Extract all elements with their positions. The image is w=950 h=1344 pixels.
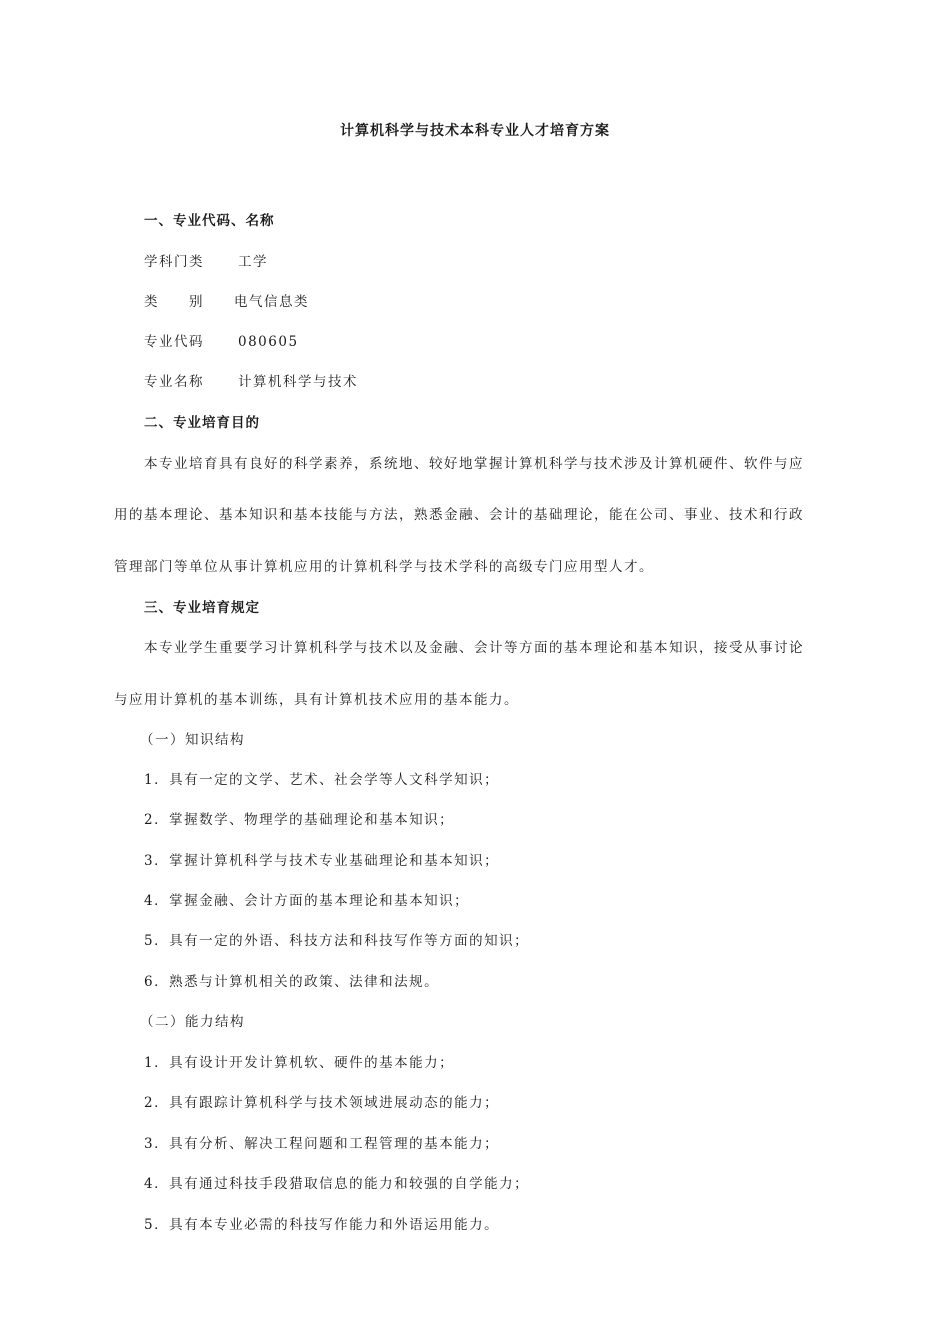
field-row-discipline xyxy=(144,250,268,270)
subsection-heading-ability: （二）能力结构 xyxy=(140,1014,245,1030)
paragraph-line: 本专业培育具有良好的科学素养，系统地、较好地掌握计算机科学与技术涉及计算机硬件、软件与应 xyxy=(144,456,804,472)
paragraph-line: 用的基本理论、基本知识和基本技能与方法，熟悉金融、会计的基础理论，能在公司、事业、技术和行政 xyxy=(114,507,804,523)
list-item: 2．掌握数学、物理学的基础理论和基本知识； xyxy=(144,812,455,828)
list-item: 3．具有分析、解决工程问题和工程管理的基本能力； xyxy=(144,1136,500,1152)
field-value: 计算机科学与技术 xyxy=(238,374,358,390)
document-title: 计算机科学与技术本科专业人才培育方案 xyxy=(340,123,610,139)
field-label: 类 别 xyxy=(144,294,204,310)
field-value: 080605 xyxy=(238,334,299,350)
paragraph-line: 本专业学生重要学习计算机科学与技术以及金融、会计等方面的基本理论和基本知识，接受从事讨论 xyxy=(144,640,804,656)
field-row-category xyxy=(144,290,309,310)
section-heading-goal: 二、专业培育目的 xyxy=(144,415,260,431)
paragraph-line: 与应用计算机的基本训练，具有计算机技术应用的基本能力。 xyxy=(114,692,519,708)
subsection-heading-knowledge: （一）知识结构 xyxy=(140,732,245,748)
field-label: 学科门类 xyxy=(144,254,204,270)
field-value: 工学 xyxy=(238,254,268,270)
section-heading-code-name: 一、专业代码、名称 xyxy=(144,213,275,229)
list-item: 1．具有一定的文学、艺术、社会学等人文科学知识； xyxy=(144,772,500,788)
list-item: 6．熟悉与计算机相关的政策、法律和法规。 xyxy=(144,974,440,990)
list-item: 4．掌握金融、会计方面的基本理论和基本知识； xyxy=(144,893,470,909)
field-label: 专业名称 xyxy=(144,374,204,390)
list-item: 2．具有跟踪计算机科学与技术领域进展动态的能力； xyxy=(144,1095,500,1111)
list-item: 1．具有设计开发计算机软、硬件的基本能力； xyxy=(144,1055,455,1071)
list-item: 5．具有一定的外语、科技方法和科技写作等方面的知识； xyxy=(144,933,530,949)
list-item: 3．掌握计算机科学与技术专业基础理论和基本知识； xyxy=(144,853,500,869)
list-item: 5．具有本专业必需的科技写作能力和外语运用能力。 xyxy=(144,1217,500,1233)
section-heading-requirements: 三、专业培育规定 xyxy=(144,600,260,616)
field-value: 电气信息类 xyxy=(234,294,309,310)
paragraph-line: 管理部门等单位从事计算机应用的计算机科学与技术学科的高级专门应用型人才。 xyxy=(114,559,654,575)
field-row-major-name xyxy=(144,370,358,390)
field-label: 专业代码 xyxy=(144,334,204,350)
list-item: 4．具有通过科技手段猎取信息的能力和较强的自学能力； xyxy=(144,1176,530,1192)
field-row-major-code xyxy=(144,330,299,350)
